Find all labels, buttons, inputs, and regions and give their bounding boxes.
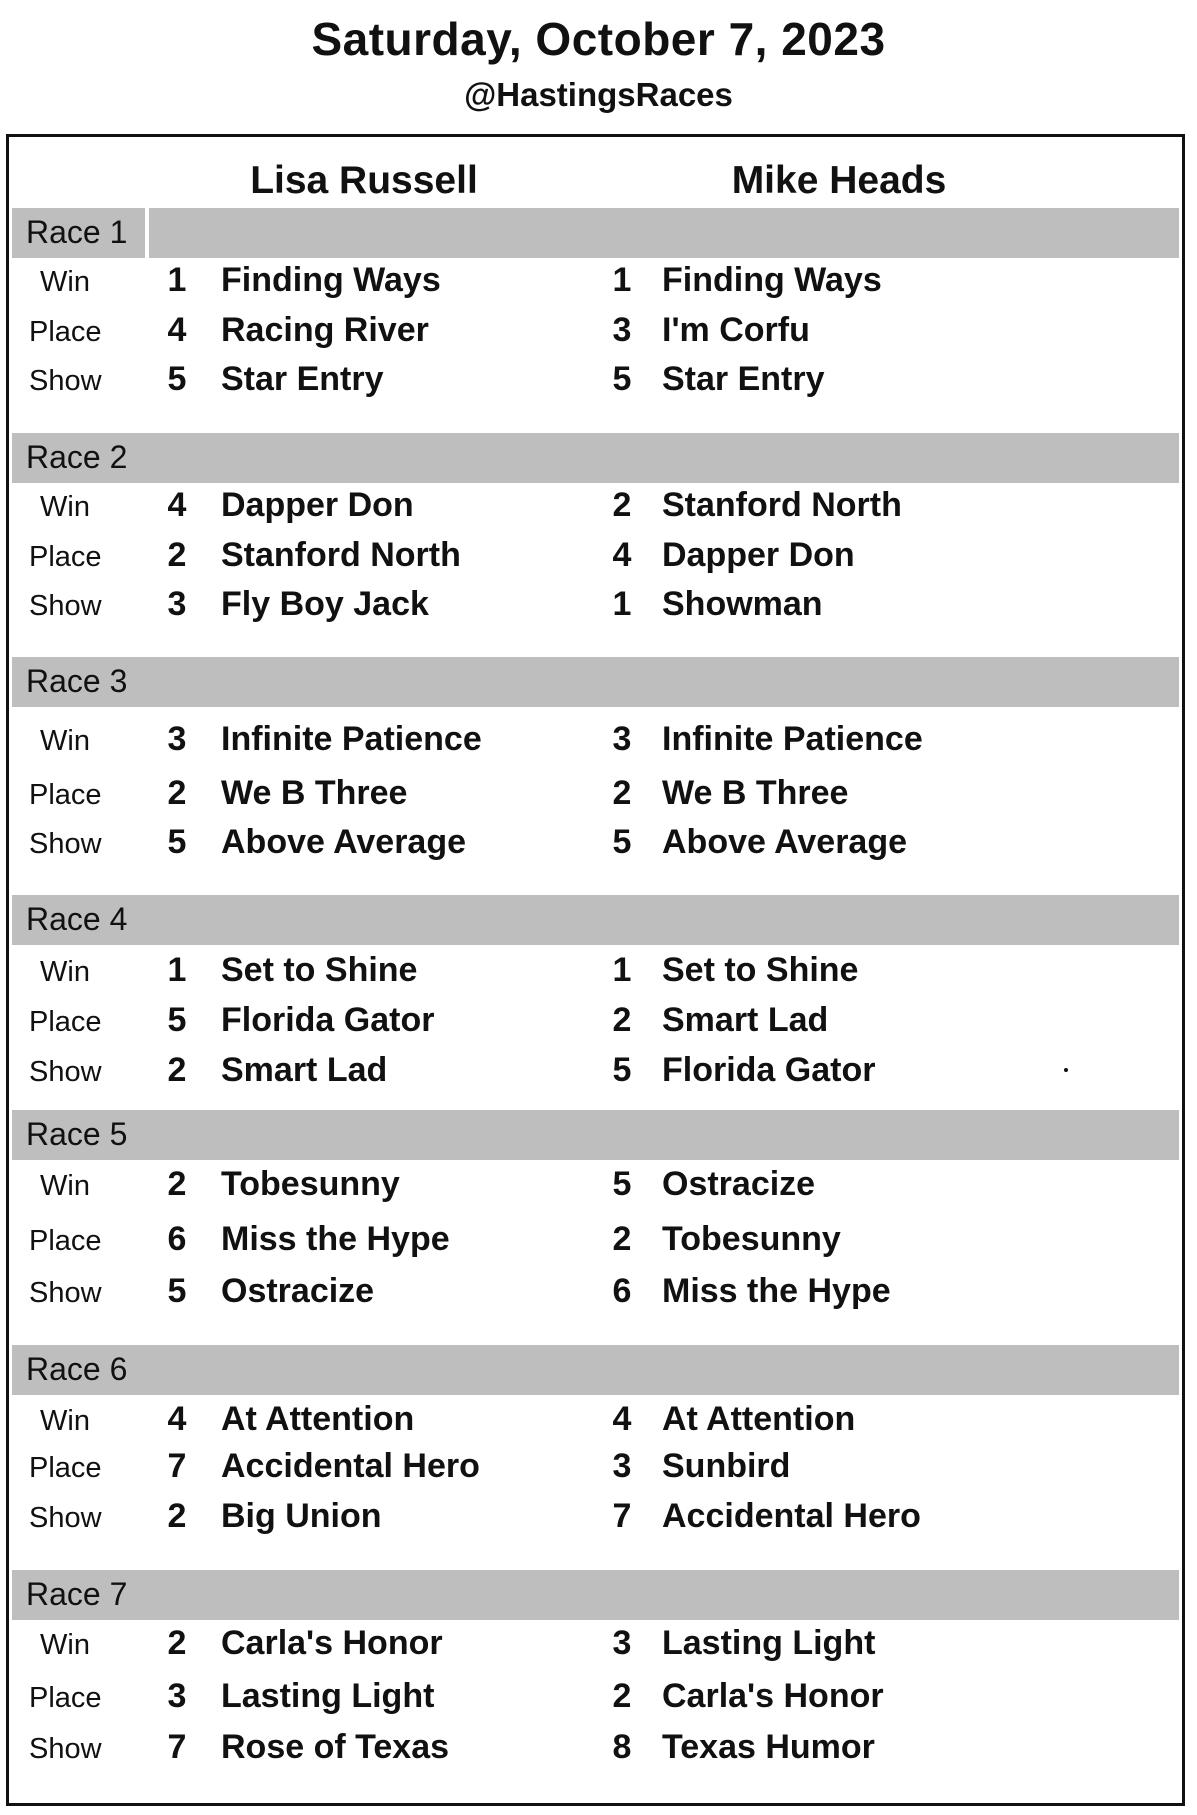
lisa-program-number: 7 xyxy=(167,1728,187,1766)
pick-row xyxy=(9,1674,1182,1724)
lisa-horse-name: Carla's Honor xyxy=(221,1624,443,1662)
mike-program-number: 5 xyxy=(612,1165,632,1203)
mike-horse-name: Infinite Patience xyxy=(662,720,923,758)
table-header xyxy=(9,137,1182,211)
mike-program-number: 3 xyxy=(612,311,632,349)
lisa-program-number: 3 xyxy=(167,720,187,758)
pick-row xyxy=(9,1494,1182,1544)
pick-row xyxy=(9,1725,1182,1775)
finish-position: Win xyxy=(40,725,90,757)
lisa-horse-name: Ostracize xyxy=(221,1272,375,1310)
race-header-divider xyxy=(145,208,149,258)
pick-row xyxy=(9,357,1182,407)
mike-horse-name: Texas Humor xyxy=(662,1728,875,1766)
mike-horse-name: Ostracize xyxy=(662,1165,816,1203)
mike-horse-name: Smart Lad xyxy=(662,1001,829,1039)
finish-position: Win xyxy=(40,491,90,523)
mike-program-number: 2 xyxy=(612,1677,632,1715)
race-header-bar xyxy=(12,657,1179,707)
pick-row xyxy=(9,533,1182,583)
lisa-program-number: 2 xyxy=(167,1051,187,1089)
pick-row xyxy=(9,771,1182,821)
mike-program-number: 1 xyxy=(612,951,632,989)
lisa-program-number: 3 xyxy=(167,1677,187,1715)
lisa-program-number: 5 xyxy=(167,1001,187,1039)
finish-position: Win xyxy=(40,1629,90,1661)
mike-horse-name: At Attention xyxy=(662,1400,856,1438)
mike-horse-name: Tobesunny xyxy=(662,1220,841,1258)
mike-program-number: 6 xyxy=(612,1272,632,1310)
lisa-program-number: 4 xyxy=(167,486,187,524)
race-label: Race 4 xyxy=(26,901,128,937)
finish-position: Place xyxy=(29,1452,102,1484)
finish-position: Show xyxy=(29,365,102,397)
lisa-program-number: 5 xyxy=(167,823,187,861)
race-header-bar xyxy=(12,895,1179,945)
lisa-program-number: 2 xyxy=(167,774,187,812)
lisa-horse-name: Lasting Light xyxy=(221,1677,435,1715)
lisa-horse-name: Star Entry xyxy=(221,360,384,398)
mike-horse-name: Star Entry xyxy=(662,360,825,398)
mike-horse-name: Sunbird xyxy=(662,1447,791,1485)
lisa-program-number: 1 xyxy=(167,261,187,299)
mike-horse-name: Showman xyxy=(662,585,823,623)
mike-horse-name: Lasting Light xyxy=(662,1624,876,1662)
mike-program-number: 2 xyxy=(612,774,632,812)
pick-row xyxy=(9,582,1182,632)
lisa-horse-name: Rose of Texas xyxy=(221,1728,450,1766)
mike-program-number: 4 xyxy=(612,536,632,574)
mike-program-number: 5 xyxy=(612,360,632,398)
mike-program-number: 7 xyxy=(612,1497,632,1535)
pick-row xyxy=(9,258,1182,308)
stray-dot-mark xyxy=(1064,1068,1068,1072)
finish-position: Place xyxy=(29,541,102,573)
mike-horse-name: Accidental Hero xyxy=(662,1497,921,1535)
lisa-program-number: 2 xyxy=(167,536,187,574)
lisa-horse-name: Tobesunny xyxy=(221,1165,400,1203)
lisa-program-number: 5 xyxy=(167,1272,187,1310)
mike-horse-name: I'm Corfu xyxy=(662,311,810,349)
pick-row xyxy=(9,1444,1182,1494)
race-label: Race 2 xyxy=(26,439,128,475)
finish-position: Place xyxy=(29,779,102,811)
pick-row xyxy=(9,948,1182,998)
mike-program-number: 3 xyxy=(612,1624,632,1662)
mike-horse-name: Dapper Don xyxy=(662,536,855,574)
lisa-program-number: 1 xyxy=(167,951,187,989)
finish-position: Win xyxy=(40,1170,90,1202)
race-label: Race 6 xyxy=(26,1351,128,1387)
mike-horse-name: Set to Shine xyxy=(662,951,859,989)
race-header-bar xyxy=(12,208,1179,258)
mike-program-number: 4 xyxy=(612,1400,632,1438)
pick-row xyxy=(9,998,1182,1048)
pick-row xyxy=(9,1217,1182,1267)
twitter-handle: @HastingsRaces xyxy=(464,76,733,113)
finish-position: Show xyxy=(29,828,102,860)
lisa-horse-name: Big Union xyxy=(221,1497,382,1535)
lisa-program-number: 7 xyxy=(167,1447,187,1485)
lisa-horse-name: At Attention xyxy=(221,1400,415,1438)
mike-program-number: 8 xyxy=(612,1728,632,1766)
pick-row xyxy=(9,1048,1182,1098)
lisa-horse-name: Accidental Hero xyxy=(221,1447,480,1485)
handicapper-lisa-russell: Lisa Russell xyxy=(250,159,478,202)
mike-horse-name: Florida Gator xyxy=(662,1051,876,1089)
finish-position: Place xyxy=(29,316,102,348)
lisa-horse-name: Set to Shine xyxy=(221,951,418,989)
race-header-bar xyxy=(12,433,1179,483)
page-title: Saturday, October 7, 2023 xyxy=(311,13,886,65)
finish-position: Place xyxy=(29,1682,102,1714)
race-header-bar xyxy=(12,1570,1179,1620)
lisa-horse-name: Florida Gator xyxy=(221,1001,435,1039)
lisa-program-number: 2 xyxy=(167,1497,187,1535)
mike-horse-name: Stanford North xyxy=(662,486,902,524)
finish-position: Place xyxy=(29,1006,102,1038)
mike-horse-name: Miss the Hype xyxy=(662,1272,891,1310)
pick-row xyxy=(9,483,1182,533)
pick-row xyxy=(9,820,1182,870)
mike-horse-name: We B Three xyxy=(662,774,849,812)
pick-row xyxy=(9,1269,1182,1319)
lisa-horse-name: Finding Ways xyxy=(221,261,441,299)
mike-program-number: 2 xyxy=(612,1220,632,1258)
lisa-horse-name: Dapper Don xyxy=(221,486,414,524)
lisa-horse-name: Stanford North xyxy=(221,536,461,574)
pick-row xyxy=(9,308,1182,358)
handicapper-mike-heads: Mike Heads xyxy=(731,159,947,202)
lisa-horse-name: Fly Boy Jack xyxy=(221,585,429,623)
lisa-horse-name: Infinite Patience xyxy=(221,720,482,758)
mike-program-number: 1 xyxy=(612,261,632,299)
mike-program-number: 5 xyxy=(612,823,632,861)
pick-row xyxy=(9,1621,1182,1671)
race-header-bar xyxy=(12,1345,1179,1395)
race-header-bar xyxy=(12,1110,1179,1160)
lisa-horse-name: Smart Lad xyxy=(221,1051,388,1089)
finish-position: Win xyxy=(40,956,90,988)
finish-position: Show xyxy=(29,1502,102,1534)
finish-position: Place xyxy=(29,1225,102,1257)
finish-position: Win xyxy=(40,266,90,298)
race-label: Race 1 xyxy=(26,214,128,250)
lisa-program-number: 6 xyxy=(167,1220,187,1258)
mike-program-number: 3 xyxy=(612,1447,632,1485)
race-label: Race 3 xyxy=(26,663,128,699)
mike-program-number: 2 xyxy=(612,486,632,524)
finish-position: Win xyxy=(40,1405,90,1437)
mike-horse-name: Above Average xyxy=(662,823,908,861)
pick-row xyxy=(9,1162,1182,1212)
finish-position: Show xyxy=(29,1277,102,1309)
lisa-program-number: 3 xyxy=(167,585,187,623)
mike-program-number: 5 xyxy=(612,1051,632,1089)
lisa-horse-name: Above Average xyxy=(221,823,467,861)
finish-position: Show xyxy=(29,590,102,622)
lisa-horse-name: We B Three xyxy=(221,774,408,812)
lisa-program-number: 4 xyxy=(167,1400,187,1438)
picks-table xyxy=(6,134,1185,1806)
pick-row xyxy=(9,1397,1182,1447)
finish-position: Show xyxy=(29,1056,102,1088)
lisa-program-number: 4 xyxy=(167,311,187,349)
lisa-program-number: 5 xyxy=(167,360,187,398)
race-label: Race 5 xyxy=(26,1116,128,1152)
lisa-horse-name: Racing River xyxy=(221,311,429,349)
mike-program-number: 3 xyxy=(612,720,632,758)
mike-program-number: 2 xyxy=(612,1001,632,1039)
lisa-program-number: 2 xyxy=(167,1165,187,1203)
mike-horse-name: Finding Ways xyxy=(662,261,882,299)
race-label: Race 7 xyxy=(26,1576,128,1612)
finish-position: Show xyxy=(29,1733,102,1765)
lisa-program-number: 2 xyxy=(167,1624,187,1662)
pick-row xyxy=(9,717,1182,767)
mike-horse-name: Carla's Honor xyxy=(662,1677,884,1715)
mike-program-number: 1 xyxy=(612,585,632,623)
lisa-horse-name: Miss the Hype xyxy=(221,1220,450,1258)
